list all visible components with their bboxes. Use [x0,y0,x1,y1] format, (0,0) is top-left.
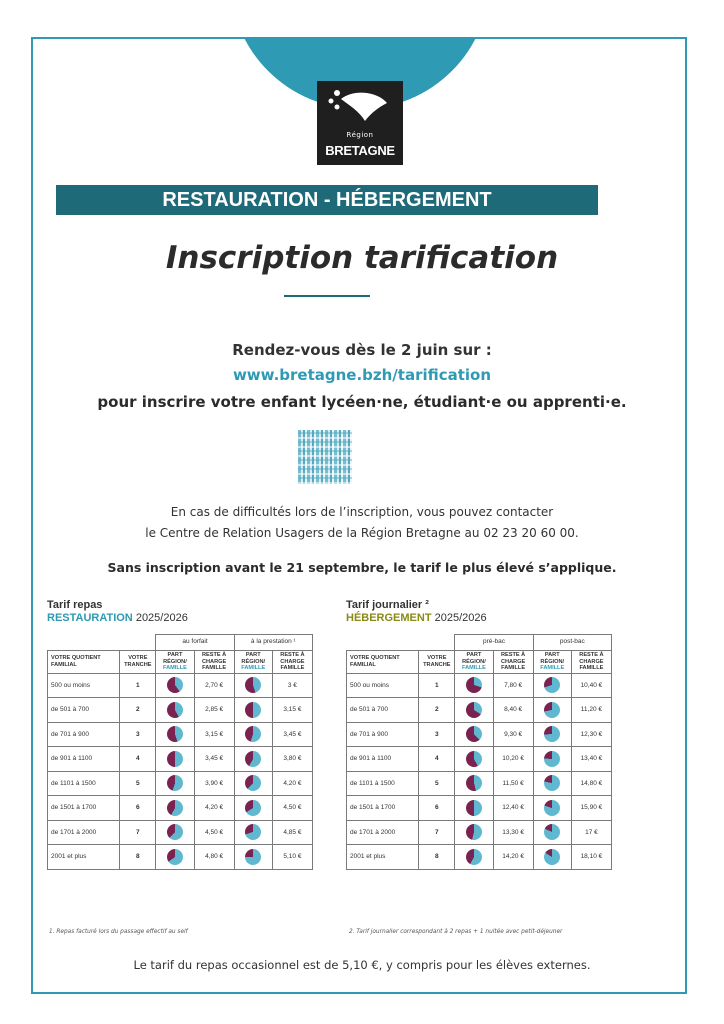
table-row [347,845,612,870]
share-pie-cell [455,747,493,772]
table-row [347,796,612,821]
share-pie-icon [544,849,560,865]
tranche-cell: 6 [419,796,455,821]
group-header-2: à la prestation ¹ [234,635,312,651]
meal-rate-block [47,599,313,870]
rest-amount-cell: 4,20 € [194,796,234,821]
rest-amount-cell: 9,30 € [493,722,533,747]
rest-amount-cell: 3,80 € [272,747,312,772]
rest-amount-cell: 7,80 € [493,673,533,698]
occasional-meal-note: Le tarif du repas occasionnel est de 5,10 €, y compris pour les élèves externes. [133,958,591,972]
share-pie-cell [234,673,272,698]
rest-amount-cell: 4,80 € [194,845,234,870]
col-reste-2: RESTE À CHARGE FAMILLE [571,651,611,674]
tranche-cell: 4 [120,747,156,772]
rdv-text: Rendez-vous dès le 2 juin sur : [232,341,492,359]
table-row [347,771,612,796]
tranche-cell: 5 [419,771,455,796]
tranche-cell: 8 [120,845,156,870]
quotient-cell: de 1701 à 2000 [347,820,419,845]
share-pie-cell [455,722,493,747]
rest-amount-cell: 3,15 € [194,722,234,747]
tranche-cell: 2 [419,698,455,723]
daily-rate-block [346,599,612,870]
rest-amount-cell: 14,20 € [493,845,533,870]
share-pie-icon [544,677,560,693]
ermine-flag-icon [317,81,403,131]
col-part-1: PART RÉGION/ FAMILLE [455,651,493,674]
share-pie-cell [234,698,272,723]
daily-footnote: 2. Tarif journalier correspondant à 2 repas + 1 nuitée avec petit-déjeuner [349,929,563,935]
table-row [347,820,612,845]
rest-amount-cell: 2,85 € [194,698,234,723]
table-row [48,722,313,747]
quotient-cell: de 1101 à 1500 [347,771,419,796]
share-pie-cell [234,820,272,845]
rest-amount-cell: 14,80 € [571,771,611,796]
col-reste-2: RESTE À CHARGE FAMILLE [272,651,312,674]
section-band-title: RESTAURATION - HÉBERGEMENT [56,185,598,215]
tranche-cell: 7 [419,820,455,845]
quotient-cell: de 1701 à 2000 [48,820,120,845]
share-pie-cell [234,845,272,870]
share-pie-cell [533,722,571,747]
group-header-1: pré-bac [455,635,533,651]
share-pie-icon [544,775,560,791]
rest-amount-cell: 3 € [272,673,312,698]
tranche-cell: 6 [120,796,156,821]
share-pie-cell [455,820,493,845]
share-pie-icon [167,751,183,767]
share-pie-cell [156,771,194,796]
share-pie-icon [245,824,261,840]
quotient-cell: de 1501 à 1700 [48,796,120,821]
share-pie-icon [544,726,560,742]
rest-amount-cell: 11,20 € [571,698,611,723]
quotient-cell: de 701 à 900 [347,722,419,747]
quotient-cell: de 701 à 900 [48,722,120,747]
col-quotient: VOTRE QUOTIENT FAMILIAL [48,651,120,674]
table-label: Tarif journalier ² [346,599,429,611]
table-row [48,771,313,796]
share-pie-icon [466,849,482,865]
rest-amount-cell: 8,40 € [493,698,533,723]
rest-amount-cell: 4,50 € [194,820,234,845]
table-row [48,673,313,698]
share-pie-icon [167,849,183,865]
share-pie-cell [234,747,272,772]
share-pie-cell [156,722,194,747]
quotient-cell: de 501 à 700 [347,698,419,723]
inscription-text: pour inscrire votre enfant lycéen·ne, étudiant·e ou apprenti·e. [97,393,627,411]
col-reste-1: RESTE À CHARGE FAMILLE [493,651,533,674]
qr-code[interactable] [298,430,352,484]
rest-amount-cell: 18,10 € [571,845,611,870]
table-subtitle [346,612,612,625]
share-pie-cell [156,845,194,870]
share-pie-icon [167,677,183,693]
quotient-cell: de 901 à 1100 [48,747,120,772]
rest-amount-cell: 11,50 € [493,771,533,796]
table-subtitle [47,612,313,625]
share-pie-icon [167,726,183,742]
share-pie-icon [245,775,261,791]
share-pie-cell [234,796,272,821]
share-pie-cell [533,698,571,723]
table-row [347,673,612,698]
share-pie-icon [466,775,482,791]
quotient-cell: 500 ou moins [347,673,419,698]
tranche-cell: 2 [120,698,156,723]
table-body [347,673,612,869]
share-pie-icon [245,702,261,718]
share-pie-cell [455,698,493,723]
share-pie-icon [466,751,482,767]
tranche-cell: 1 [120,673,156,698]
rest-amount-cell: 4,50 € [272,796,312,821]
col-quotient: VOTRE QUOTIENT FAMILIAL [347,651,419,674]
meal-rate-table [47,634,313,870]
share-pie-icon [245,800,261,816]
share-pie-icon [544,702,560,718]
share-pie-cell [533,747,571,772]
share-pie-cell [156,747,194,772]
col-part-2: PART RÉGION/ FAMILLE [234,651,272,674]
table-row [347,722,612,747]
col-reste-1: RESTE À CHARGE FAMILLE [194,651,234,674]
tranche-cell: 4 [419,747,455,772]
tranche-cell: 7 [120,820,156,845]
quotient-cell: de 901 à 1100 [347,747,419,772]
rest-amount-cell: 15,90 € [571,796,611,821]
rest-amount-cell: 3,45 € [272,722,312,747]
share-pie-cell [533,796,571,821]
share-pie-icon [167,702,183,718]
share-pie-cell [455,673,493,698]
share-pie-cell [455,771,493,796]
rest-amount-cell: 2,70 € [194,673,234,698]
share-pie-cell [533,820,571,845]
share-pie-icon [245,726,261,742]
quotient-cell: 2001 et plus [347,845,419,870]
col-part-1: PART RÉGION/ FAMILLE [156,651,194,674]
contact-line-2: le Centre de Relation Usagers de la Région Bretagne au 02 23 20 60 00. [145,526,579,540]
share-pie-cell [156,820,194,845]
rest-amount-cell: 3,15 € [272,698,312,723]
logo-region-text: Région [346,131,374,139]
share-pie-icon [466,726,482,742]
daily-rate-table [346,634,612,870]
quotient-cell: de 1501 à 1700 [347,796,419,821]
rest-amount-cell: 17 € [571,820,611,845]
rest-amount-cell: 12,30 € [571,722,611,747]
share-pie-icon [544,751,560,767]
region-bretagne-logo [317,81,403,165]
col-tranche: VOTRE TRANCHE [120,651,156,674]
share-pie-icon [544,800,560,816]
tranche-cell: 5 [120,771,156,796]
quotient-cell: de 501 à 700 [48,698,120,723]
table-row [48,698,313,723]
share-pie-cell [455,796,493,821]
page-title: Inscription tarification [165,240,559,276]
share-pie-icon [245,751,261,767]
table-kind: RESTAURATION [47,612,133,624]
quotient-cell: 2001 et plus [48,845,120,870]
rest-amount-cell: 13,30 € [493,820,533,845]
share-pie-icon [167,800,183,816]
share-pie-icon [466,677,482,693]
share-pie-icon [544,824,560,840]
share-pie-icon [466,702,482,718]
table-row [48,820,313,845]
share-pie-cell [533,673,571,698]
share-pie-cell [533,845,571,870]
table-year: 2025/2026 [132,612,188,624]
tranche-cell: 8 [419,845,455,870]
rest-amount-cell: 10,40 € [571,673,611,698]
contact-line-1: En cas de difficultés lors de l’inscription, vous pouvez contacter [170,505,554,519]
share-pie-icon [466,824,482,840]
share-pie-icon [466,800,482,816]
rest-amount-cell: 3,90 € [194,771,234,796]
share-pie-icon [167,775,183,791]
table-row [48,796,313,821]
group-header-2: post-bac [533,635,611,651]
table-year: 2025/2026 [431,612,487,624]
rest-amount-cell: 12,40 € [493,796,533,821]
deadline-warning: Sans inscription avant le 21 septembre, le tarif le plus élevé s’applique. [107,560,617,575]
table-row [347,747,612,772]
share-pie-icon [167,824,183,840]
share-pie-cell [455,845,493,870]
tarification-link[interactable]: www.bretagne.bzh/tarification [232,366,492,384]
rest-amount-cell: 5,10 € [272,845,312,870]
share-pie-cell [156,796,194,821]
group-header-1: au forfait [156,635,234,651]
tranche-cell: 1 [419,673,455,698]
share-pie-cell [156,673,194,698]
share-pie-icon [245,849,261,865]
table-row [48,845,313,870]
table-body [48,673,313,869]
tranche-cell: 3 [419,722,455,747]
table-row [347,698,612,723]
share-pie-cell [156,698,194,723]
table-label: Tarif repas [47,599,103,611]
rest-amount-cell: 13,40 € [571,747,611,772]
rest-amount-cell: 4,20 € [272,771,312,796]
share-pie-icon [245,677,261,693]
tranche-cell: 3 [120,722,156,747]
meal-footnote: 1. Repas facturé lors du passage effectif au self [49,929,188,935]
rest-amount-cell: 10,20 € [493,747,533,772]
share-pie-cell [234,771,272,796]
quotient-cell: 500 ou moins [48,673,120,698]
col-tranche: VOTRE TRANCHE [419,651,455,674]
rest-amount-cell: 4,85 € [272,820,312,845]
col-part-2: PART RÉGION/ FAMILLE [533,651,571,674]
rest-amount-cell: 3,45 € [194,747,234,772]
table-row [48,747,313,772]
logo-bretagne-text: BRETAGNE [325,143,395,158]
title-underline [284,295,370,297]
table-kind: HÉBERGEMENT [346,612,432,624]
quotient-cell: de 1101 à 1500 [48,771,120,796]
share-pie-cell [234,722,272,747]
share-pie-cell [533,771,571,796]
